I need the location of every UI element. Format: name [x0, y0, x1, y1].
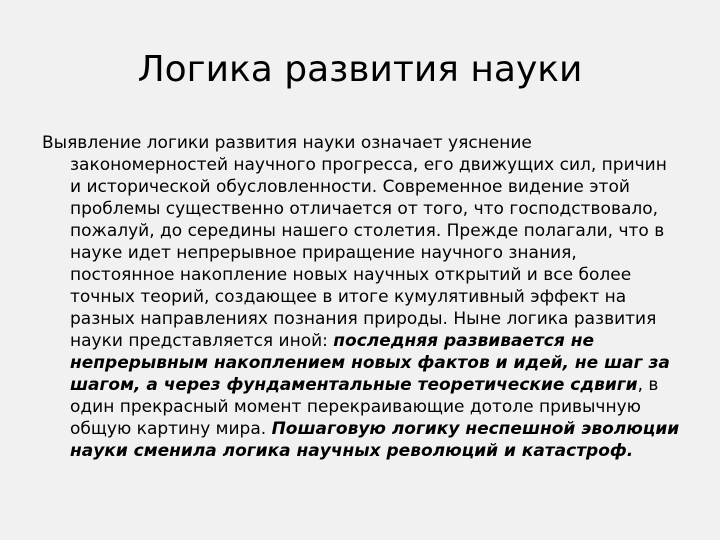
slide-title: Логика развития науки	[137, 49, 583, 90]
paragraph-emphasis-1: последняя развивается не непрерывным накоплением новых фактов и идей, не шаг за шагом, а через фундаментальные теоретические сдвиги	[70, 331, 670, 395]
paragraph-text-part2: , в один прекрасный момент перекраивающие дотоле привычную общую картину мира.	[70, 375, 659, 439]
paragraph-text-part1: Выявление логики развития науки означает уяснение закономерностей научного прогресса, его движущих сил, причин и исторической обусловленности. Современное видение этой проблемы существенно отличается от того, что господствовало, пожалуй, до середины нашего столетия. Прежде полагали, что в науке идет непрерывное приращение научного знания, постоянное накопление новых научных открытий и все более точных теорий, создающее в итоге кумулятивный эффект на разных направлениях познания природы. Ныне логика развития науки представляется иной:	[42, 133, 667, 351]
body-paragraph	[42, 132, 682, 462]
slide-body	[42, 132, 682, 462]
paragraph-emphasis-2: Пошаговую логику неспешной эволюции науки сменила логика научных революций и катастроф.	[70, 419, 680, 461]
